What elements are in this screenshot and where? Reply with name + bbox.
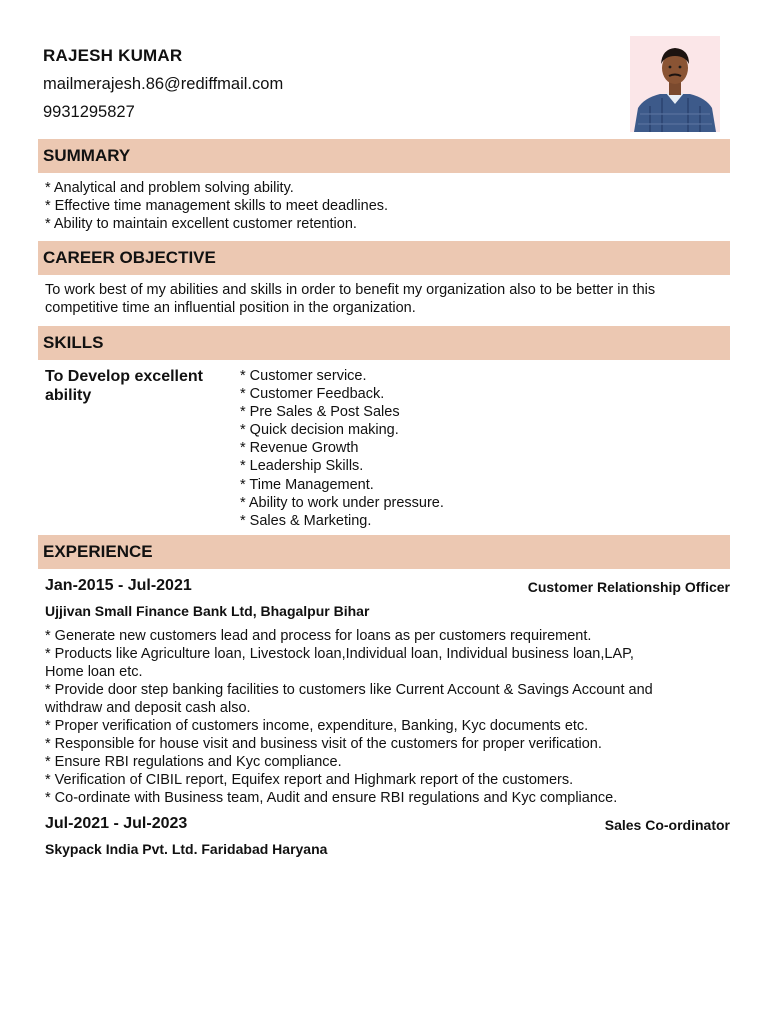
skills-list (240, 367, 444, 530)
job-duty-line: * Co-ordinate with Business team, Audit and ensure RBI regulations and Kyc compliance. (45, 790, 618, 806)
skills-subtitle: To Develop excellent ability (45, 368, 203, 404)
skill-item: * Revenue Growth (240, 440, 359, 457)
skill-item: * Quick decision making. (240, 422, 399, 439)
skill-item: * Customer Feedback. (240, 386, 385, 403)
summary-item: * Analytical and problem solving ability. (45, 180, 294, 196)
summary-item: * Effective time management skills to meet deadlines. (45, 198, 389, 214)
job-duty-line: * Responsible for house visit and business visit of the customers for proper verification. (45, 736, 602, 752)
resume-header (43, 46, 283, 130)
summary-item: * Ability to maintain excellent customer retention. (45, 216, 357, 232)
phone-text: 9931295827 (43, 103, 135, 121)
skill-item: * Sales & Marketing. (240, 512, 372, 529)
objective-line: To work best of my abilities and skills in order to benefit my organization also to be better in this (45, 282, 656, 298)
job-duty-line: withdraw and deposit cash also. (45, 700, 251, 716)
job-role: Customer Relationship Officer (527, 579, 730, 595)
job-duty-line: * Generate new customers lead and process for loans as per customers requirement. (45, 628, 592, 644)
job-duty-line: Home loan etc. (45, 664, 143, 680)
career-objective-heading: CAREER OBJECTIVE (38, 241, 730, 275)
career-objective-text (45, 281, 735, 317)
profile-photo (630, 36, 720, 132)
summary-heading: SUMMARY (38, 139, 730, 173)
summary-list (45, 179, 735, 233)
job-role: Sales Co-ordinator (604, 817, 730, 833)
candidate-name: RAJESH KUMAR (43, 46, 183, 65)
skill-item: * Leadership Skills. (240, 458, 364, 475)
job-company: Skypack India Pvt. Ltd. Faridabad Haryana (45, 841, 328, 857)
job-dates: Jan-2015 - Jul-2021 (45, 577, 192, 594)
job-duty-line: * Proper verification of customers income, expenditure, Banking, Kyc documents etc. (45, 718, 589, 734)
job-duties (45, 627, 735, 807)
skill-item: * Time Management. (240, 476, 374, 493)
skill-item: * Ability to work under pressure. (240, 494, 444, 511)
job-duty-line: * Provide door step banking facilities to customers like Current Account & Savings Account and (45, 682, 653, 698)
skill-item: * Pre Sales & Post Sales (240, 404, 400, 421)
objective-line: competitive time an influential position in the organization. (45, 300, 416, 316)
skill-item: * Customer service. (240, 368, 367, 384)
person-portrait-icon (630, 36, 720, 132)
job-duty-line: * Products like Agriculture loan, Livestock loan,Individual loan, Individual business loan,LAP, (45, 646, 634, 662)
skills-heading: SKILLS (38, 326, 730, 360)
job-duty-line: * Ensure RBI regulations and Kyc compliance. (45, 754, 342, 770)
experience-heading: EXPERIENCE (38, 535, 730, 569)
email-text: mailmerajesh.86@rediffmail.com (43, 75, 284, 93)
job-company: Ujjivan Small Finance Bank Ltd, Bhagalpur Bihar (45, 603, 370, 619)
job-dates: Jul-2021 - Jul-2023 (45, 815, 188, 832)
job-duty-line: * Verification of CIBIL report, Equifex report and Highmark report of the customers. (45, 772, 574, 788)
